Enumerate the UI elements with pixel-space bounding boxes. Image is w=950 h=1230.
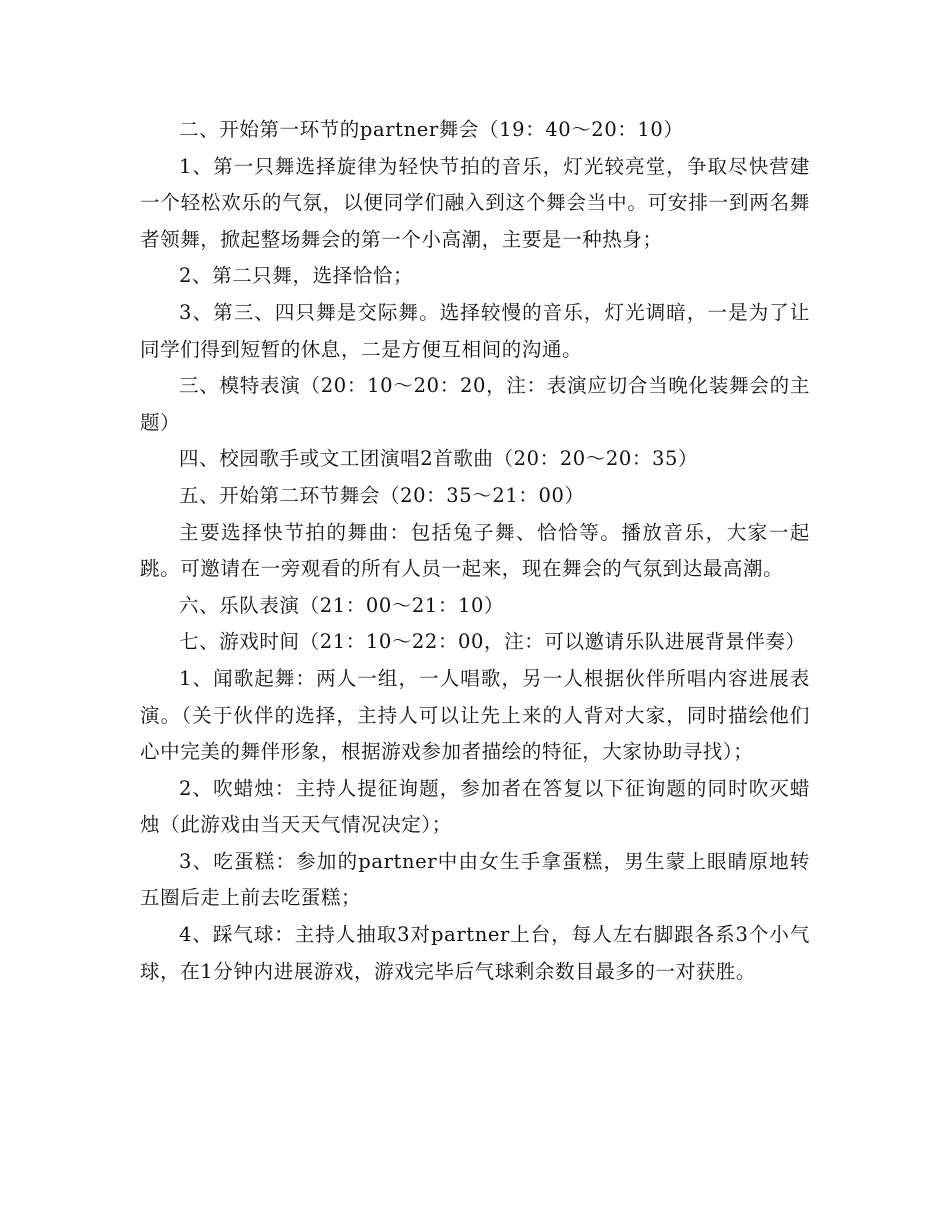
paragraph-game-eat-cake: 3、吃蛋糕：参加的partner中由女生手拿蛋糕，男生蒙上眼睛原地转五圈后走上前去吃蛋糕； (140, 849, 810, 910)
paragraph-first-dance: 1、第一只舞选择旋律为轻快节拍的音乐，灯光较亮堂，争取尽快营建一个轻松欢乐的气氛，以便同学们融入到这个舞会当中。可安排一到两名舞者领舞，掀起整场舞会的第一个小高潮，主要是一种热身； (140, 154, 810, 251)
paragraph-section-4-singing: 四、校园歌手或文工团演唱2首歌曲（20：20～20：35） (179, 447, 699, 471)
paragraph-third-fourth-dance: 3、第三、四只舞是交际舞。选择较慢的音乐，灯光调暗，一是为了让同学们得到短暂的休息，二是方便互相间的沟通。 (140, 300, 810, 361)
paragraph-section-3-model-show: 三、模特表演（20：10～20：20，注：表演应切合当晚化装舞会的主题） (140, 374, 810, 434)
paragraph-game-blow-candles: 2、吹蜡烛：主持人提征询题，参加者在答复以下征询题的同时吹灭蜡烛（此游戏由当天天气情况决定）； (140, 776, 810, 837)
paragraph-section-6-band: 六、乐队表演（21：00～21：10） (179, 593, 505, 617)
document-body (140, 112, 810, 990)
paragraph-game-step-balloons: 4、踩气球：主持人抽取3对partner上台，每人左右脚跟各系3个小气球，在1分钟内进展游戏，游戏完毕后气球剩余数目最多的一对获胜。 (140, 923, 810, 983)
paragraph-section-2-title: 二、开始第一环节的partner舞会（19：40～20：10） (179, 118, 684, 141)
paragraph-section-5-second-dance: 五、开始第二环节舞会（20：35～21：00） (179, 483, 585, 507)
paragraph-game-dance-to-song: 1、闻歌起舞：两人一组，一人唱歌，另一人根据伙伴所唱内容进展表演。（关于伙伴的选择，主持人可以让先上来的人背对大家，同时描绘他们心中完美的舞伴形象，根据游戏参加者描绘的特征，大家协助寻找）； (140, 666, 810, 764)
paragraph-fast-dance-description: 主要选择快节拍的舞曲：包括兔子舞、恰恰等。播放音乐，大家一起跳。可邀请在一旁观看的所有人员一起来，现在舞会的气氛到达最高潮。 (140, 520, 810, 581)
paragraph-second-dance: 2、第二只舞，选择恰恰； (179, 264, 414, 288)
paragraph-section-7-games: 七、游戏时间（21：10～22：00，注：可以邀请乐队进展背景伴奏） (179, 630, 806, 654)
